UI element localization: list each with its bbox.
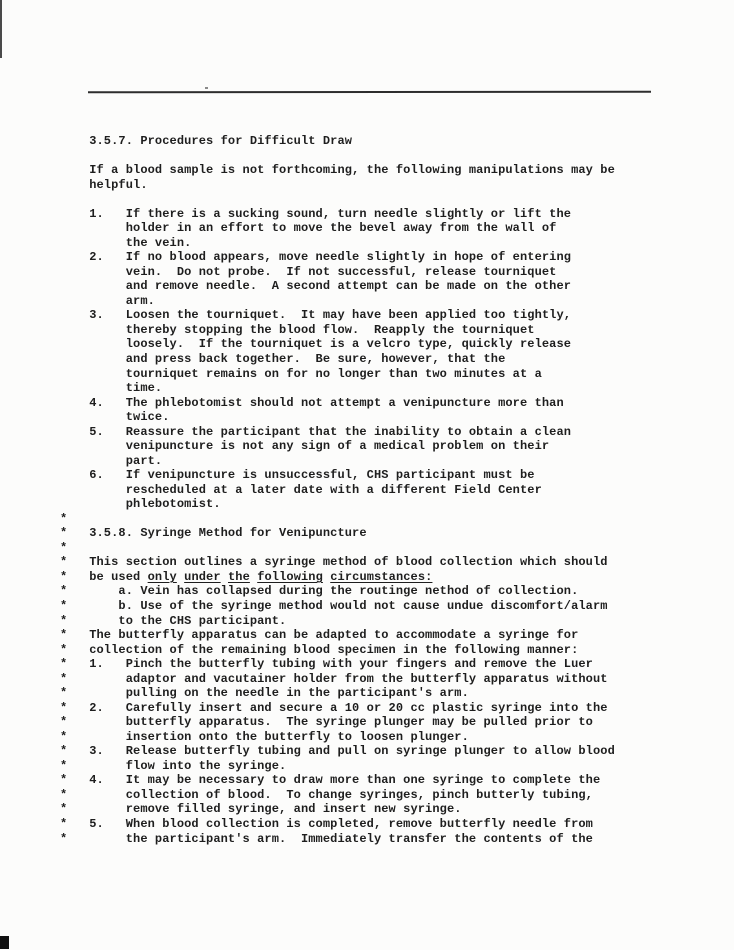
document-line: * 2. Carefully insert and secure a 10 or 20 cc plastic syringe into the bbox=[60, 700, 608, 715]
section-3-5-8 bbox=[60, 512, 615, 846]
document-line: venipuncture is not any sign of a medical problem on their bbox=[60, 439, 550, 454]
document-line: loosely. If the tourniquet is a velcro type, quickly release bbox=[60, 337, 572, 352]
document-line: * b. Use of the syringe method would not cause undue discomfort/alarm bbox=[60, 599, 608, 613]
document-line: 6. If venipuncture is unsuccessful, CHS participant must be bbox=[60, 468, 535, 483]
document-line: * to the CHS participant. bbox=[60, 613, 287, 628]
document-line: * 4. It may be necessary to draw more than one syringe to complete the bbox=[60, 773, 601, 788]
scan-artifact-corner-mark bbox=[0, 936, 9, 949]
document-line: If a blood sample is not forthcoming, the following manipulations may be bbox=[60, 163, 615, 178]
document-line: and press back together. Be sure, however, that the bbox=[60, 351, 506, 366]
section-3-5-7 bbox=[60, 134, 615, 512]
document-line bbox=[60, 570, 615, 585]
document-line: rescheduled at a later date with a different Field Center bbox=[60, 482, 542, 497]
document-line: * collection of the remaining blood specimen in the following manner: bbox=[60, 642, 579, 657]
document-line: * remove filled syringe, and insert new syringe. bbox=[60, 802, 462, 817]
underlined-word: under bbox=[184, 569, 221, 584]
underlined-word: circumstances: bbox=[330, 569, 433, 584]
document-line: * 1. Pinch the butterfly tubing with your fingers and remove the Luer bbox=[60, 657, 593, 672]
document-line: holder in an effort to move the bevel away from the wall of bbox=[60, 221, 557, 236]
scan-artifact-left-edge bbox=[0, 0, 2, 58]
document-line: * This section outlines a syringe method of blood collection which should bbox=[60, 555, 608, 570]
document-line: 3. Loosen the tourniquet. It may have been applied too tightly, bbox=[60, 308, 572, 323]
document-line: 5. Reassure the participant that the inability to obtain a clean bbox=[60, 424, 572, 439]
document-line: part. bbox=[60, 453, 163, 468]
underlined-word: only bbox=[147, 569, 177, 584]
document-line: * 3.5.8. Syringe Method for Venipuncture bbox=[60, 526, 367, 541]
document-line: twice. bbox=[60, 410, 170, 425]
document-line: tourniquet remains on for no longer than two minutes at a bbox=[60, 366, 542, 381]
underlined-word: following bbox=[257, 569, 323, 584]
document-line: the vein. bbox=[60, 235, 192, 250]
document-line: and remove needle. A second attempt can be made on the other bbox=[60, 279, 572, 294]
document-line bbox=[60, 149, 615, 164]
document-line: * insertion onto the butterfly to loosen plunger. bbox=[60, 729, 469, 744]
document-line: time. bbox=[60, 381, 163, 396]
document-line: * 5. When blood collection is completed, remove butterfly needle from bbox=[60, 816, 593, 831]
document-line: helpful. bbox=[60, 177, 148, 192]
document-line: * the participant's arm. Immediately transfer the contents of the bbox=[60, 831, 593, 846]
document-line: * bbox=[60, 540, 68, 555]
document-body bbox=[60, 134, 615, 846]
document-line: * flow into the syringe. bbox=[60, 758, 287, 773]
document-line: arm. bbox=[60, 293, 155, 308]
document-line: * adaptor and vacutainer holder from the butterfly apparatus without bbox=[60, 671, 608, 686]
document-line: 3.5.7. Procedures for Difficult Draw bbox=[60, 134, 353, 148]
document-line bbox=[60, 192, 615, 207]
line-segment bbox=[221, 570, 228, 584]
document-line: thereby stopping the blood flow. Reapply the tourniquet bbox=[60, 322, 535, 337]
document-line: phlebotomist. bbox=[60, 497, 221, 512]
document-line: * pulling on the needle in the participant's arm. bbox=[60, 686, 469, 701]
underlined-word: the bbox=[227, 569, 250, 584]
document-line: 1. If there is a sucking sound, turn needle slightly or lift the bbox=[60, 206, 572, 221]
document-line: * 3. Release butterfly tubing and pull on syringe plunger to allow blood bbox=[60, 744, 615, 759]
horizontal-rule bbox=[88, 91, 651, 94]
document-line: vein. Do not probe. If not successful, release tourniquet bbox=[60, 264, 557, 279]
document-line: 2. If no blood appears, move needle slightly in hope of entering bbox=[60, 250, 572, 265]
document-line: * a. Vein has collapsed during the routinge nethod of collection. bbox=[60, 584, 579, 599]
scan-artifact-speck bbox=[205, 87, 208, 89]
line-segment: * be used bbox=[60, 569, 148, 584]
document-line: * bbox=[60, 511, 68, 526]
document-line: * collection of blood. To change syringes, pinch butterly tubing, bbox=[60, 787, 593, 802]
document-line: * The butterfly apparatus can be adapted to accommodate a syringe for bbox=[60, 628, 579, 643]
document-line: * butterfly apparatus. The syringe plunger may be pulled prior to bbox=[60, 715, 593, 730]
document-line: 4. The phlebotomist should not attempt a venipuncture more than bbox=[60, 395, 564, 410]
